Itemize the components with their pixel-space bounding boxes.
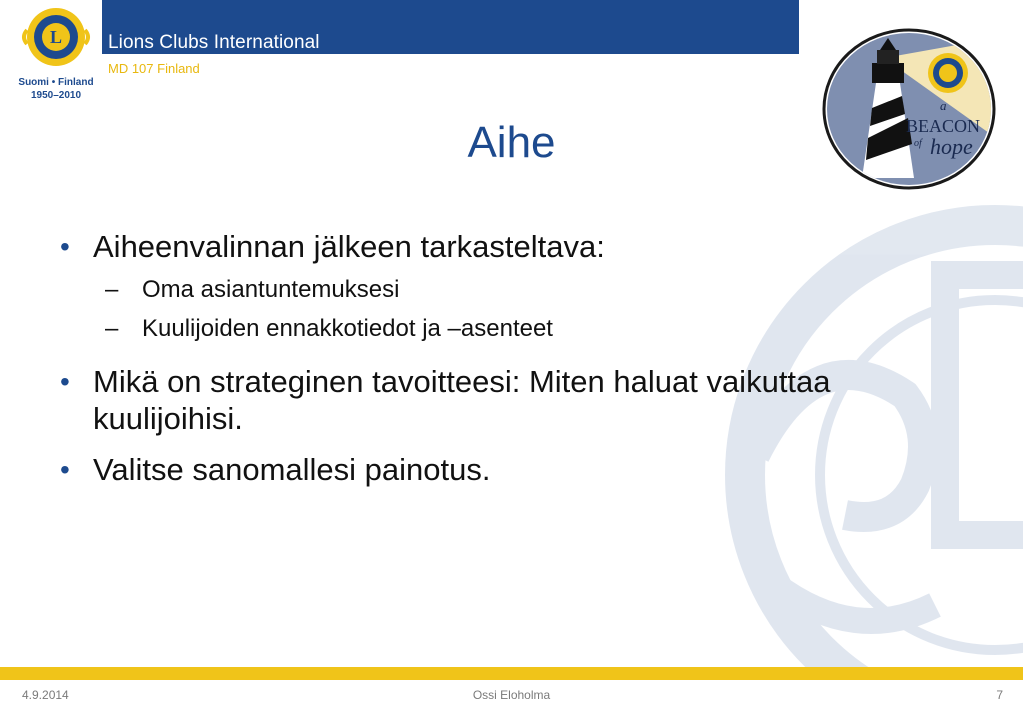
bullet-text: Aiheenvalinnan jälkeen tarkasteltava: <box>93 229 605 264</box>
sub-bullet-text: Kuulijoiden ennakkotiedot ja –asenteet <box>142 315 553 342</box>
bullet-item <box>60 228 850 265</box>
footer-date: 4.9.2014 <box>22 688 69 702</box>
bullet-text: Mikä on strateginen tavoitteesi: Miten haluat vaikuttaa kuulijoihisi. <box>93 364 831 436</box>
slide-content <box>60 228 850 502</box>
logo-caption-years: 1950–2010 <box>30 90 82 101</box>
bullet-symbol: • <box>60 231 70 262</box>
bullet-item <box>60 363 850 437</box>
logo-caption <box>14 76 98 102</box>
bullet-item <box>60 451 850 488</box>
bullet-symbol: • <box>60 366 70 397</box>
org-name: Lions Clubs International <box>108 32 320 53</box>
bullet-symbol: • <box>60 454 70 485</box>
beacon-word-of: of <box>914 138 922 149</box>
svg-text:L: L <box>49 27 63 47</box>
page-number: 7 <box>996 688 1003 702</box>
footer-divider <box>0 667 1023 680</box>
beacon-word-hope: hope <box>930 134 973 159</box>
footer-author: Ossi Eloholma <box>472 688 551 702</box>
sub-list <box>60 275 850 343</box>
district-name: MD 107 Finland <box>108 61 200 76</box>
lions-emblem-icon <box>18 6 94 68</box>
sub-bullet-item <box>60 314 850 343</box>
beacon-word-beacon: BEACON <box>906 116 981 136</box>
bullet-text: Valitse sanomallesi painotus. <box>93 452 491 487</box>
beacon-word-a: a <box>940 98 947 113</box>
logo-caption-country: Suomi • Finland <box>18 77 94 88</box>
slide-title: Aihe <box>467 118 556 167</box>
dash-symbol: – <box>105 276 119 303</box>
sub-bullet-item <box>60 275 850 304</box>
dash-symbol: – <box>105 315 119 342</box>
sub-bullet-text: Oma asiantuntemuksesi <box>142 276 400 303</box>
